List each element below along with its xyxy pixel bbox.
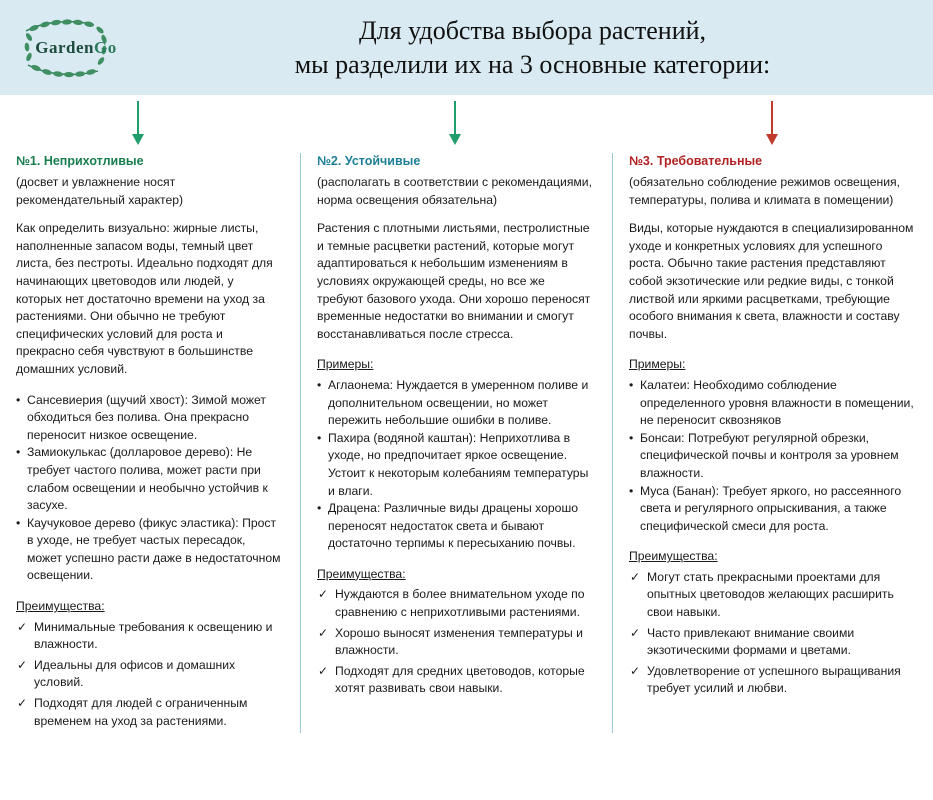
page-header [0, 0, 933, 95]
logo [0, 0, 152, 95]
category-1-examples [16, 392, 282, 586]
logo-text [35, 38, 116, 58]
page-title-line-2: мы разделили их на 3 основные категории: [294, 49, 771, 79]
list-item: • Аглаонема: Нуждается в умеренном поливе и дополнительном освещении, но может пережить небольшие ошибки в поливе. [317, 377, 594, 430]
list-item: • Сансевиерия (щучий хвост): Зимой может обходиться без полива. Она прекрасно переносит низкое освещение. [16, 392, 282, 445]
category-column-3 [612, 153, 933, 733]
list-item: ✓ Подходят для средних цветоводов, которые хотят развивать свои навыки. [317, 663, 594, 698]
category-2-advantages-label: Преимущества: [317, 566, 406, 581]
category-3-note: (обязательно соблюдение режимов освещения, температуры, полива и климата в помещении) [629, 175, 901, 207]
list-item: ✓ Подходят для людей с ограниченным временем на уход за растениями. [16, 695, 282, 730]
category-2-description: Растения с плотными листьями, пестролистные и темные расцветки растений, которые могут адаптироваться к небольшим изменениям в условиях окружающей среды, но все же требуют базового ухода. Они хорошо переносят временные недостатки во внимании и смогут восстанавливаться после стресса. [317, 221, 591, 341]
logo-text-part1: Garden [35, 37, 94, 57]
list-item: • Драцена: Различные виды драцены хорошо переносят недостаток света и бывают достаточно терпимы к пересыханию почвы. [317, 500, 594, 553]
list-item: ✓ Идеальны для офисов и домашних условий. [16, 657, 282, 692]
list-item: • Калатеи: Необходимо соблюдение определенного уровня влажности в помещении, не переносит сквозняков [629, 377, 915, 430]
list-item: • Муса (Банан): Требует яркого, но рассеянного света и регулярного опрыскивания, а также специфической смеси для роста. [629, 483, 915, 536]
category-2-advantages [317, 586, 594, 698]
category-1-advantages-label: Преимущества: [16, 599, 105, 614]
page-title-line-1: Для удобства выбора растений, [358, 15, 707, 45]
category-2-examples [317, 377, 594, 553]
list-item: • Каучуковое дерево (фикус эластика): Прост в уходе, не требует частых пересадок, может успешно расти даже в недостаточном освещении. [16, 515, 282, 585]
category-1-title: №1. Неприхотливые [16, 154, 144, 168]
category-1-note: (досвет и увлажнение носят рекомендательный характер) [16, 175, 184, 207]
page-title [152, 0, 933, 95]
category-1-advantages [16, 619, 282, 731]
list-item: ✓ Нуждаются в более внимательном уходе по сравнению с неприхотливыми растениями. [317, 586, 594, 621]
category-3-examples-label: Примеры: [629, 357, 686, 372]
list-item: • Пахира (водяной каштан): Неприхотлива в уходе, но предпочитает яркое освещение. Устоит к некоторым колебаниям температуры и влаги. [317, 430, 594, 500]
arrow-to-column-2 [448, 101, 462, 147]
list-item: ✓ Хорошо выносят изменения температуры и влажности. [317, 625, 594, 660]
list-item: ✓ Минимальные требования к освещению и влажности. [16, 619, 282, 654]
category-2-examples-label: Примеры: [317, 357, 374, 372]
category-2-note: (располагать в соответствии с рекомендациями, норма освещения обязательна) [317, 175, 593, 207]
list-item: ✓ Удовлетворение от успешного выращивания требует усилий и любви. [629, 663, 915, 698]
category-1-description: Как определить визуально: жирные листы, наполненные запасом воды, темный цвет листа, без пестроты. Идеально подходят для начинающих цветоводов или людей, у которых нет достаточно времени на уход за растениями. Они обычно не требуют специфических условий для роста и прекрасно себя чувствуют в большинстве домашних условий. [16, 221, 273, 376]
list-item: • Замиокулькас (долларовое дерево): Не требует частого полива, может расти при слабом освещении и необычно устойчив к засухе. [16, 444, 282, 514]
category-column-1 [0, 153, 300, 733]
list-item: ✓ Могут стать прекрасными проектами для опытных цветоводов желающих расширить свои навыки. [629, 569, 915, 622]
category-columns [0, 153, 933, 733]
arrow-to-column-3 [765, 101, 779, 147]
category-3-title: №3. Требовательные [629, 154, 763, 168]
category-column-2 [300, 153, 612, 733]
laurel-wreath-icon [16, 17, 136, 79]
category-3-description: Виды, которые нуждаются в специализированном уходе и конкретных условиях для успешного роста. Обычно такие растения представляют собой экзотические или редкие виды, с тонкой листвой или яркими расцветками, требующие особого внимания к света, влажности и составу почвы. [629, 221, 914, 341]
category-3-examples [629, 377, 915, 535]
category-2-title: №2. Устойчивые [317, 154, 421, 168]
list-item: • Бонсаи: Потребуют регулярной обрезки, специфической почвы и контроля за уровнем влажности. [629, 430, 915, 483]
arrow-row [0, 95, 933, 153]
category-3-advantages [629, 569, 915, 698]
arrow-to-column-1 [131, 101, 145, 147]
category-3-advantages-label: Преимущества: [629, 549, 718, 564]
logo-text-part2: Go [94, 37, 117, 57]
list-item: ✓ Часто привлекают внимание своими экзотическими формами и цветами. [629, 625, 915, 660]
